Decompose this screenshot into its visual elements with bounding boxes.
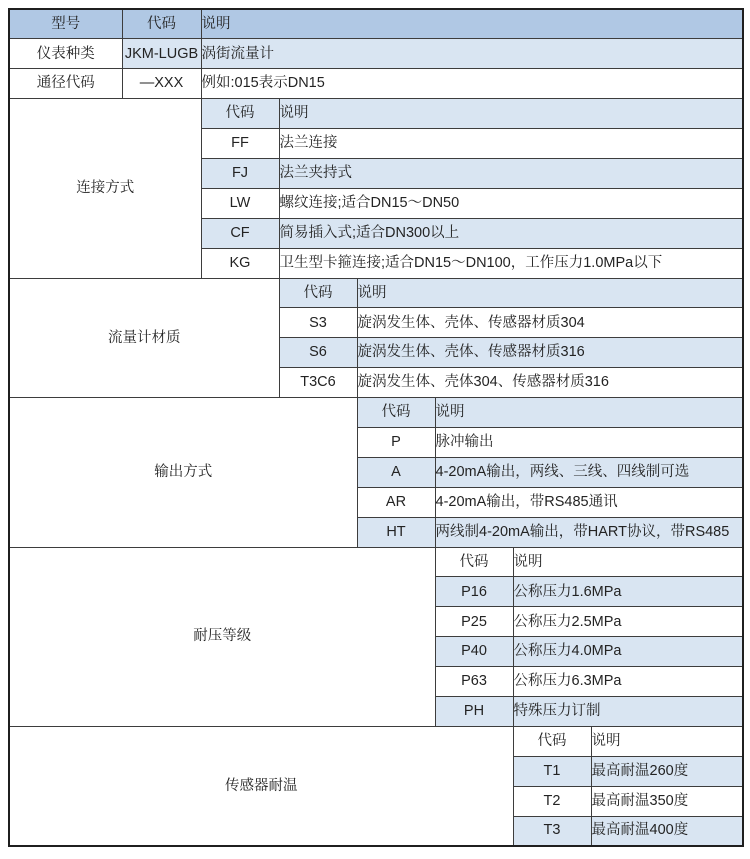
- cell-desc: 最高耐温260度: [591, 756, 743, 786]
- subtable-code-header: 代码: [279, 278, 357, 308]
- cell-desc: 卫生型卡箍连接;适合DN15～DN100，工作压力1.0MPa以下: [279, 248, 743, 278]
- cell-code: JKM-LUGB: [122, 39, 201, 69]
- section-label: 连接方式: [9, 99, 201, 278]
- cell-desc: 特殊压力订制: [513, 696, 743, 726]
- cell-desc: 4-20mA输出，带RS485通讯: [435, 487, 743, 517]
- subtable-code-header: 代码: [513, 726, 591, 756]
- subtable-desc-header: 说明: [279, 99, 743, 129]
- cell-code: —XXX: [122, 69, 201, 99]
- subtable-desc-header: 说明: [591, 726, 743, 756]
- row-label: 仪表种类: [9, 39, 122, 69]
- subtable-header-row: [9, 726, 743, 756]
- cell-code: FF: [201, 129, 279, 159]
- section-label: 流量计材质: [9, 278, 279, 398]
- cell-code: P63: [435, 667, 513, 697]
- header-model: 型号: [9, 9, 122, 39]
- cell-code: T3: [513, 816, 591, 846]
- cell-code: CF: [201, 218, 279, 248]
- cell-code: T3C6: [279, 368, 357, 398]
- cell-code: FJ: [201, 158, 279, 188]
- subtable-code-header: 代码: [357, 398, 435, 428]
- cell-desc: 公称压力4.0MPa: [513, 637, 743, 667]
- cell-desc: 简易插入式;适合DN300以上: [279, 218, 743, 248]
- cell-code: S3: [279, 308, 357, 338]
- cell-desc: 4-20mA输出，两线、三线、四线制可选: [435, 457, 743, 487]
- cell-desc: 两线制4-20mA输出，带HART协议，带RS485: [435, 517, 743, 547]
- subtable-header-row: [9, 99, 743, 129]
- subtable-desc-header: 说明: [357, 278, 743, 308]
- header-desc: 说明: [201, 9, 743, 39]
- subtable-header-row: [9, 398, 743, 428]
- table-header-row: [9, 9, 743, 39]
- cell-desc: 螺纹连接;适合DN15～DN50: [279, 188, 743, 218]
- cell-code: P16: [435, 577, 513, 607]
- table-row: [9, 69, 743, 99]
- cell-code: AR: [357, 487, 435, 517]
- cell-code: A: [357, 457, 435, 487]
- subtable-desc-header: 说明: [513, 547, 743, 577]
- cell-code: P: [357, 427, 435, 457]
- section-label: 耐压等级: [9, 547, 435, 726]
- cell-desc: 旋涡发生体、壳体、传感器材质304: [357, 308, 743, 338]
- subtable-header-row: [9, 547, 743, 577]
- cell-code: P40: [435, 637, 513, 667]
- cell-desc: 例如:015表示DN15: [201, 69, 743, 99]
- subtable-header-row: [9, 278, 743, 308]
- cell-desc: 法兰连接: [279, 129, 743, 159]
- row-label: 通径代码: [9, 69, 122, 99]
- cell-desc: 法兰夹持式: [279, 158, 743, 188]
- model-selection-table: [8, 8, 744, 847]
- cell-desc: 公称压力2.5MPa: [513, 607, 743, 637]
- cell-code: S6: [279, 338, 357, 368]
- cell-desc: 公称压力1.6MPa: [513, 577, 743, 607]
- cell-code: KG: [201, 248, 279, 278]
- cell-desc: 公称压力6.3MPa: [513, 667, 743, 697]
- section-label: 输出方式: [9, 398, 357, 547]
- cell-desc: 最高耐温400度: [591, 816, 743, 846]
- section-label: 传感器耐温: [9, 726, 513, 846]
- subtable-code-header: 代码: [201, 99, 279, 129]
- cell-code: T1: [513, 756, 591, 786]
- subtable-desc-header: 说明: [435, 398, 743, 428]
- cell-desc: 最高耐温350度: [591, 786, 743, 816]
- cell-code: LW: [201, 188, 279, 218]
- cell-code: HT: [357, 517, 435, 547]
- cell-desc: 脉冲输出: [435, 427, 743, 457]
- cell-desc: 旋涡发生体、壳体304、传感器材质316: [357, 368, 743, 398]
- cell-code: P25: [435, 607, 513, 637]
- header-code: 代码: [122, 9, 201, 39]
- cell-desc: 涡街流量计: [201, 39, 743, 69]
- cell-code: T2: [513, 786, 591, 816]
- cell-desc: 旋涡发生体、壳体、传感器材质316: [357, 338, 743, 368]
- table-row: [9, 39, 743, 69]
- subtable-code-header: 代码: [435, 547, 513, 577]
- cell-code: PH: [435, 696, 513, 726]
